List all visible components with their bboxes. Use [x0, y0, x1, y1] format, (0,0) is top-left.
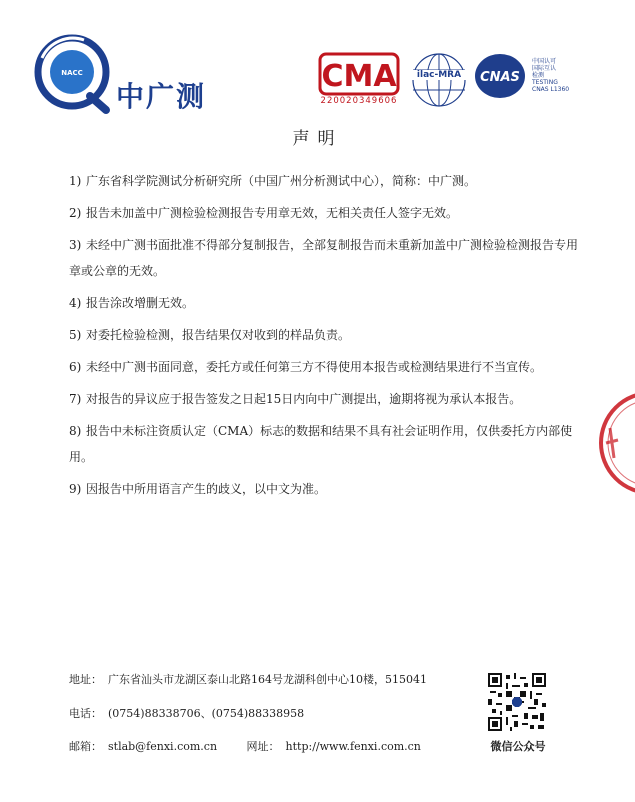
- list-item: 3) 未经中广测书面批准不得部分复制报告，全部复制报告而未重新加盖中广测检验检测报告专用章或公章的无效。: [69, 238, 579, 278]
- logo-text: 中广测: [116, 80, 207, 113]
- address-label: 地址：: [69, 673, 102, 686]
- list-item: 4) 报告涂改增删无效。: [69, 296, 195, 310]
- cma-text: CMA: [321, 59, 397, 94]
- statement-list: [69, 168, 579, 508]
- list-item: 2) 报告未加盖中广测检验检测报告专用章无效，无相关责任人签字无效。: [69, 206, 459, 220]
- address-value: 广东省汕头市龙湖区泰山北路164号龙湖科创中心10楼，515041: [108, 673, 427, 686]
- cnas-caption: 中国认可 国际互认 检测 TESTING CNAS L1360: [532, 58, 570, 93]
- list-item: 9) 因报告中所用语言产生的歧义，以中文为准。: [69, 482, 327, 496]
- phone-value: (0754)88338706、(0754)88338958: [108, 707, 305, 720]
- email-label: 邮箱：: [69, 740, 102, 753]
- page-title: 声明: [292, 129, 343, 149]
- cnas-mark-icon: [474, 52, 526, 100]
- list-item: 5) 对委托检验检测，报告结果仅对收到的样品负责。: [69, 328, 351, 342]
- address-line: [69, 671, 427, 687]
- ilac-text: ilac-MRA: [408, 70, 470, 80]
- official-seal-icon: [596, 388, 635, 498]
- qr-code-label: 微信公众号: [490, 740, 546, 753]
- list-item: 8) 报告中未标注资质认定（CMA）标志的数据和结果不具有社会证明作用，仅供委托方内部使用。: [69, 424, 573, 464]
- logo-badge-text: NACC: [61, 69, 83, 77]
- cnas-text: CNAS: [480, 70, 520, 85]
- list-item: 7) 对报告的异议应于报告签发之日起15日内向中广测提出，逾期将视为承认本报告。: [69, 392, 522, 406]
- email-value: stlab@fenxi.com.cn: [108, 740, 218, 753]
- qr-code-icon: [488, 673, 546, 731]
- web-value: http://www.fenxi.com.cn: [285, 740, 421, 753]
- contact-line: [69, 738, 421, 754]
- phone-label: 电话：: [69, 707, 102, 720]
- web-label: 网址：: [246, 740, 280, 753]
- list-item: 6) 未经中广测书面同意，委托方或任何第三方不得使用本报告或检测结果进行不当宣传。: [69, 360, 543, 374]
- phone-line: [69, 705, 304, 721]
- list-item: 1) 广东省科学院测试分析研究所（中国广州分析测试中心），简称：中广测。: [69, 174, 477, 188]
- ilac-mra-globe-icon: [410, 52, 468, 108]
- cma-number: 220020349606: [320, 96, 398, 106]
